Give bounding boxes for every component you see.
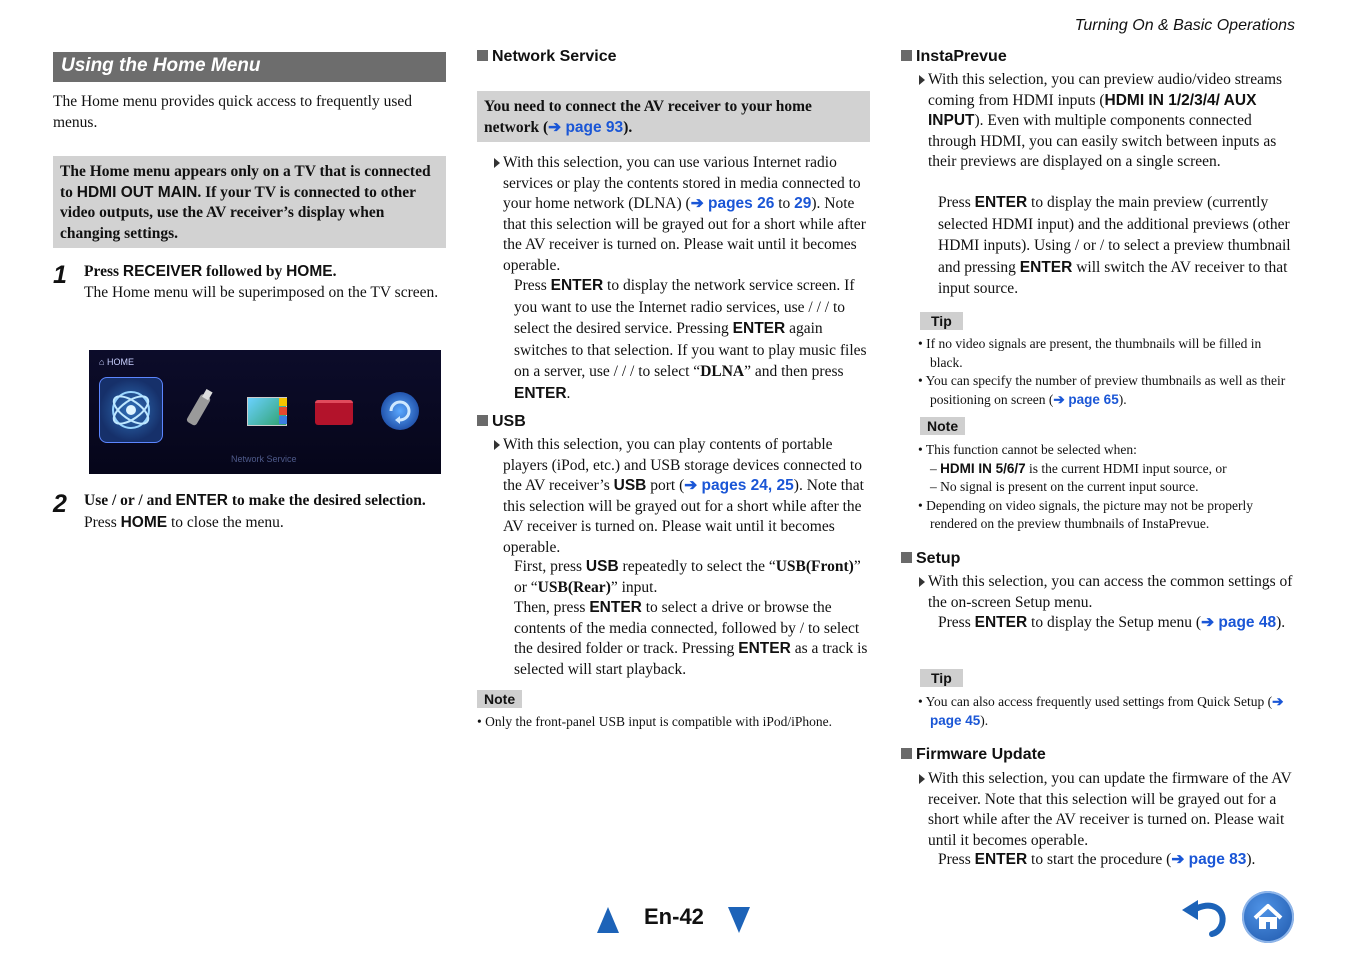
instaprevue-notes: • This function cannot be selected when: – HDMI IN 5/6/7 is the current HDMI input source, or – No signal is present on the current input source. • Depending on video signals, the picture may not be properly rendered on the preview thumbnails of InstaPrevue. [918,442,1254,531]
usb-instructions: First, press USB repeatedly to select the “USB(Front)” or “USB(Rear)” input. Then, press ENTER to select a drive or browse the contents of the media connected, followed by / to select the desired folder or track. Pressing ENTER as a track is selected will start playback. [514,558,868,678]
home-menu-screenshot [89,350,441,474]
network-description: With this selection, you can use various Internet radio services or play the contents stored in media connected to your home network (DLNA) (➔ pages 26 to 29). Note that this selection will be grayed out for a short while after the AV receiver is turned on. Please wait until it becomes operable. [503,153,870,276]
instaprevue-tip-label: Tip [920,312,963,330]
network-notice-box: You need to connect the AV receiver to your home network (➔ page 93). [477,91,870,142]
bullet-arrow-icon [494,158,500,168]
step-1: Press RECEIVER followed by HOME. The Home menu will be superimposed on the TV screen. [84,263,439,301]
instaprevue-tips: • If no video signals are present, the thumbnails will be filled in black. • You can specify the number of preview thumbnails as well as their positioning on screen (➔ page 65). [918,336,1286,407]
home-button-icon[interactable] [1242,891,1294,943]
menu-caption: Network Service [231,454,297,464]
running-header: Turning On & Basic Operations [1074,17,1295,34]
firmware-instructions: Press ENTER to start the procedure (➔ page 83). [938,851,1256,868]
notice-box: The Home menu appears only on a TV that is connected to HDMI OUT MAIN. If your TV is connected to other video outputs, use the AV receiver’s display when changing settings. [53,156,446,248]
heading-network-service: Network Service [477,48,617,66]
setup-toolbox-icon [315,400,353,425]
bullet-arrow-icon [919,577,925,587]
link-page-29[interactable]: 29 [794,195,812,212]
link-page-45[interactable]: ➔ page 45 [930,694,1284,728]
setup-instructions: Press ENTER to display the Setup menu (➔ page 48). [938,614,1286,631]
step-number-2: 2 [53,490,67,518]
link-page-25[interactable]: 25 [776,477,794,494]
house-icon: ⌂ [99,357,105,367]
link-pages-26[interactable]: ➔ pages 26 [690,195,775,212]
back-arrow-icon[interactable] [1180,896,1230,938]
next-page-arrow-icon[interactable] [728,907,750,933]
usb-note-label: Note [477,690,522,708]
instaprevue-instructions: Press ENTER to display the main preview (currently selected HDMI input) and the additional previews (other HDMI inputs). Using / or / to select a preview thumbnail and pressing ENTER will switch the AV receiver to that input source. [938,194,1291,297]
setup-tip: • You can also access frequently used settings from Quick Setup (➔ page 45). [918,694,1284,728]
firmware-description: With this selection, you can update the firmware of the AV receiver. Note that this selection will be grayed out for a short while after the AV receiver is turned on. Please wait until it becomes operable. [928,769,1294,851]
link-pages-24[interactable]: ➔ pages 24 [684,477,768,494]
bullet-arrow-icon [919,75,925,85]
bullet-arrow-icon [494,440,500,450]
previous-page-arrow-icon[interactable] [597,907,619,933]
setup-tip-label: Tip [920,669,963,687]
heading-setup: Setup [901,550,960,568]
network-service-icon [99,377,163,443]
home-label: ⌂ HOME [99,357,134,367]
intro-text: The Home menu provides quick access to frequently used menus. [53,93,412,131]
usb-icon [184,388,214,433]
step-2: Use / or / and ENTER to make the desired selection. Press HOME to close the menu. [84,492,426,531]
heading-usb: USB [477,413,526,431]
page-number: En-42 [644,904,704,929]
bullet-arrow-icon [919,774,925,784]
heading-firmware-update: Firmware Update [901,746,1046,764]
link-page-83[interactable]: ➔ page 83 [1171,851,1247,868]
usb-note: • Only the front-panel USB input is compatible with iPod/iPhone. [477,714,832,729]
usb-description: With this selection, you can play contents of portable players (iPod, etc.) and USB storage devices connected to the AV receiver’s USB port (➔ pages 24, 25). Note that this selection will be grayed out for a short while after the AV receiver is turned on. Please wait until it becomes operable. [503,435,870,558]
instaprevue-icon [247,397,287,426]
step-number-1: 1 [53,261,67,289]
section-title: Using the Home Menu [53,52,446,82]
setup-description: With this selection, you can access the common settings of the on-screen Setup menu. [928,572,1294,613]
link-page-48[interactable]: ➔ page 48 [1201,614,1277,631]
link-page-93[interactable]: ➔ page 93 [548,118,624,136]
link-page-65[interactable]: ➔ page 65 [1053,391,1119,407]
heading-instaprevue: InstaPrevue [901,48,1007,66]
instaprevue-description: With this selection, you can preview audio/video streams coming from HDMI inputs (HDMI IN 1/2/3/4/ AUX INPUT). Even with multiple components connected through HDMI, you can easily switch between inputs as their previews are displayed on a single screen. [928,70,1294,173]
firmware-update-icon [381,392,419,430]
instaprevue-note-label: Note [920,417,965,435]
network-instructions: Press ENTER to display the network service screen. If you want to use the Internet radio services, use / / / to select the desired service. Pressing ENTER again switches to that selection. If you want to play music files on a server, use / / / to select “DLNA” and then press ENTER. [514,277,867,402]
